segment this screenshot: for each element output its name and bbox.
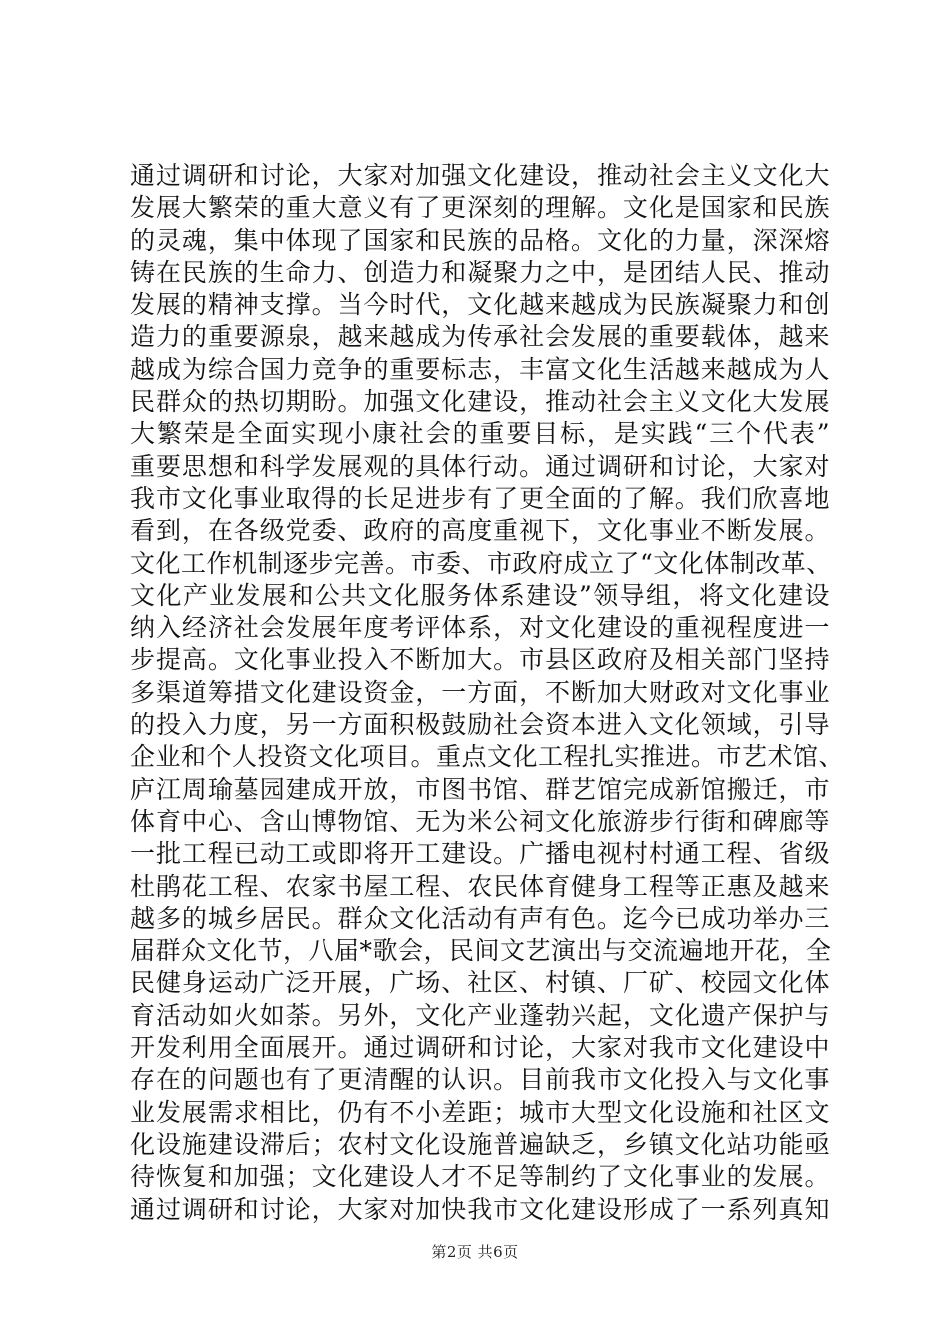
text-line: 重要思想和科学发展观的具体行动。通过调研和讨论，大家对: [130, 451, 830, 481]
text-line: 越成为综合国力竞争的重要标志，丰富文化生活越来越成为人: [130, 354, 830, 384]
text-line: 庐江周瑜墓园建成开放，市图书馆、群艺馆完成新馆搬迁，市: [130, 774, 830, 804]
text-line: 大繁荣是全面实现小康社会的重要目标，是实践“三个代表”: [130, 419, 830, 449]
text-line: 业发展需求相比，仍有不小差距；城市大型文化设施和社区文: [130, 1097, 830, 1127]
text-line: 文化产业发展和公共文化服务体系建设”领导组，将文化建设: [130, 580, 830, 610]
text-line: 发展大繁荣的重大意义有了更深刻的理解。文化是国家和民族: [130, 193, 830, 223]
text-line: 造力的重要源泉，越来越成为传承社会发展的重要载体，越来: [130, 322, 830, 352]
text-line: 开发利用全面展开。通过调研和讨论，大家对我市文化建设中: [130, 1033, 830, 1063]
text-line: 育活动如火如荼。另外，文化产业蓬勃兴起，文化遗产保护与: [130, 1000, 830, 1030]
text-line: 看到，在各级党委、政府的高度重视下，文化事业不断发展。: [130, 516, 830, 546]
text-line: 越多的城乡居民。群众文化活动有声有色。迄今已成功举办三: [130, 903, 830, 933]
page-number-footer: 第2页 共6页: [431, 1243, 519, 1261]
text-line: 我市文化事业取得的长足进步有了更全面的了解。我们欣喜地: [130, 483, 830, 513]
text-line: 化设施建设滞后；农村文化设施普遍缺乏，乡镇文化站功能亟: [130, 1129, 830, 1159]
text-line: 届群众文化节，八届*歌会，民间文艺演出与交流遍地开花，全: [130, 936, 832, 966]
text-line: 杜鹃花工程、农家书屋工程、农民体育健身工程等正惠及越来: [130, 871, 830, 901]
text-line: 体育中心、含山博物馆、无为米公祠文化旅游步行街和碑廊等: [130, 806, 830, 836]
text-line: 存在的问题也有了更清醒的认识。目前我市文化投入与文化事: [130, 1065, 830, 1095]
text-line: 民群众的热切期盼。加强文化建设，推动社会主义文化大发展: [130, 387, 830, 417]
text-line: 纳入经济社会发展年度考评体系，对文化建设的重视程度进一: [130, 613, 830, 643]
text-line: 铸在民族的生命力、创造力和凝聚力之中，是团结人民、推动: [130, 257, 830, 287]
text-line: 多渠道筹措文化建设资金，一方面，不断加大财政对文化事业: [130, 677, 830, 707]
body-paragraph: [130, 160, 845, 1226]
text-line: 的投入力度，另一方面积极鼓励社会资本进入文化领域，引导: [130, 710, 830, 740]
text-line: 企业和个人投资文化项目。重点文化工程扎实推进。市艺术馆、: [130, 742, 845, 772]
text-line: 步提高。文化事业投入不断加大。市县区政府及相关部门坚持: [130, 645, 830, 675]
text-line: 发展的精神支撑。当今时代，文化越来越成为民族凝聚力和创: [130, 290, 830, 320]
text-line: 民健身运动广泛开展，广场、社区、村镇、厂矿、校园文化体: [130, 968, 830, 998]
text-line: 通过调研和讨论，大家对加强文化建设，推动社会主义文化大: [130, 161, 830, 190]
text-line: 通过调研和讨论，大家对加快我市文化建设形成了一系列真知: [130, 1194, 830, 1224]
text-line: 的灵魂，集中体现了国家和民族的品格。文化的力量，深深熔: [130, 225, 830, 255]
text-line: 一批工程已动工或即将开工建设。广播电视村村通工程、省级: [130, 839, 830, 869]
text-line: 待恢复和加强；文化建设人才不足等制约了文化事业的发展。: [130, 1162, 830, 1192]
text-line: 文化工作机制逐步完善。市委、市政府成立了“文化体制改革、: [130, 548, 832, 578]
